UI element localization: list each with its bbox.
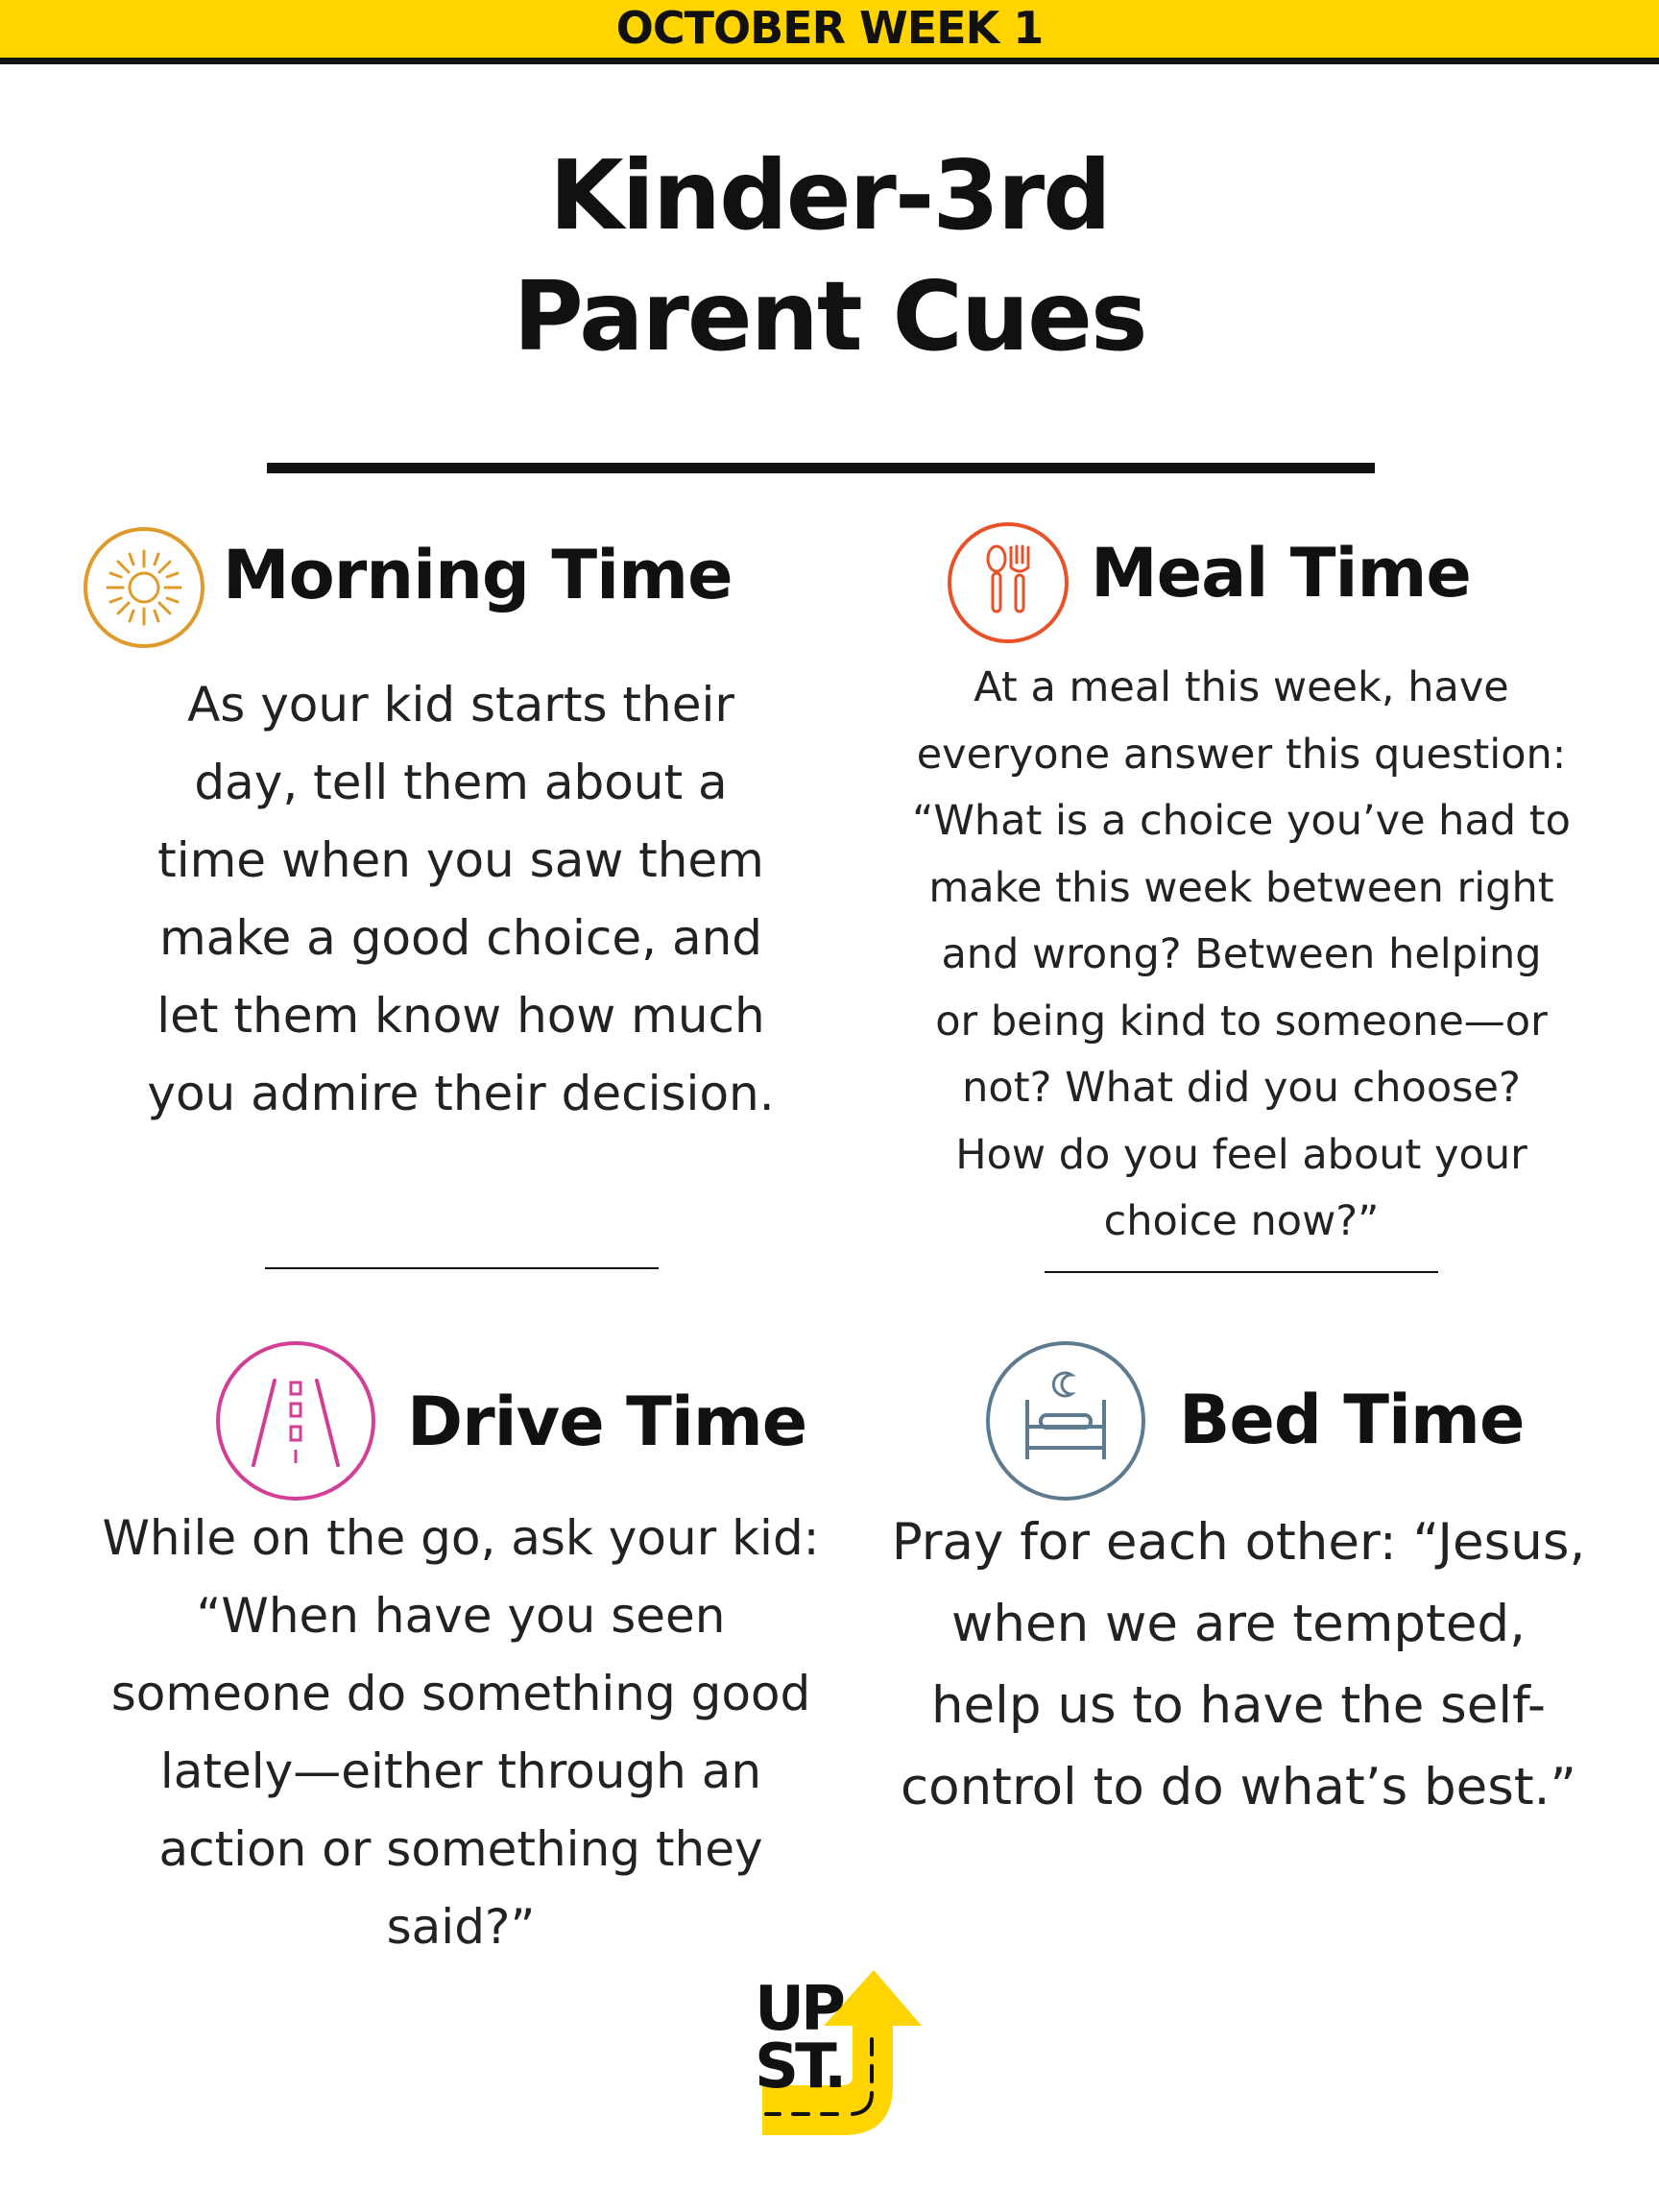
text-line: lately—either through an (159, 1743, 762, 1799)
meal-time-text (857, 655, 1625, 1256)
text-line: someone do something good (110, 1666, 811, 1721)
text-line: How do you feel about your (955, 1130, 1527, 1179)
morning-divider (265, 1267, 659, 1269)
road-icon (213, 1338, 378, 1503)
text-line: or being kind to someone—or (935, 997, 1548, 1046)
text-line: day, tell them about a (194, 755, 728, 810)
text-line: you admire their decision. (147, 1066, 775, 1121)
logo-text-up: UP (755, 1974, 842, 2045)
text-line: “What is a choice you’ve had to (912, 797, 1571, 845)
logo-text-st: ST. (755, 2032, 844, 2103)
text-line: time when you saw them (157, 832, 764, 888)
bed-time-text (854, 1502, 1623, 1828)
header-banner (0, 0, 1659, 64)
drive-time-text (58, 1500, 864, 1966)
text-line: At a meal this week, have (974, 663, 1509, 711)
meal-divider (1045, 1271, 1438, 1273)
title-divider (267, 463, 1375, 473)
text-line: when we are tempted, (951, 1595, 1526, 1653)
text-line: help us to have the self- (930, 1676, 1547, 1735)
text-line: control to do what’s best.” (901, 1758, 1576, 1816)
text-line: said?” (386, 1899, 536, 1955)
text-line: everyone answer this question: (916, 730, 1567, 779)
bed-moon-icon (983, 1338, 1148, 1503)
page-title-line-1: Kinder-3rd (549, 139, 1110, 252)
text-line: choice now?” (1103, 1197, 1380, 1245)
morning-time-text (115, 666, 806, 1133)
text-line: action or something they (158, 1821, 763, 1877)
bed-time-heading: Bed Time (1179, 1381, 1525, 1459)
text-line: and wrong? Between helping (941, 930, 1542, 978)
meal-time-heading: Meal Time (1091, 534, 1471, 613)
drive-time-heading: Drive Time (407, 1382, 807, 1461)
morning-time-heading: Morning Time (223, 536, 733, 614)
text-line: Pray for each other: “Jesus, (891, 1513, 1586, 1572)
utensils-icon (945, 519, 1071, 646)
text-line: make this week between right (928, 863, 1554, 912)
text-line: not? What did you choose? (962, 1064, 1521, 1112)
text-line: make a good choice, and (158, 910, 763, 966)
text-line: As your kid starts their (187, 677, 734, 733)
page-title-line-2: Parent Cues (513, 260, 1146, 373)
text-line: While on the go, ask your kid: (102, 1510, 820, 1566)
week-label: OCTOBER WEEK 1 (615, 2, 1044, 54)
sun-icon (81, 524, 207, 651)
upstreet-logo (749, 1970, 931, 2143)
text-line: “When have you seen (196, 1588, 726, 1644)
text-line: let them know how much (156, 988, 765, 1044)
